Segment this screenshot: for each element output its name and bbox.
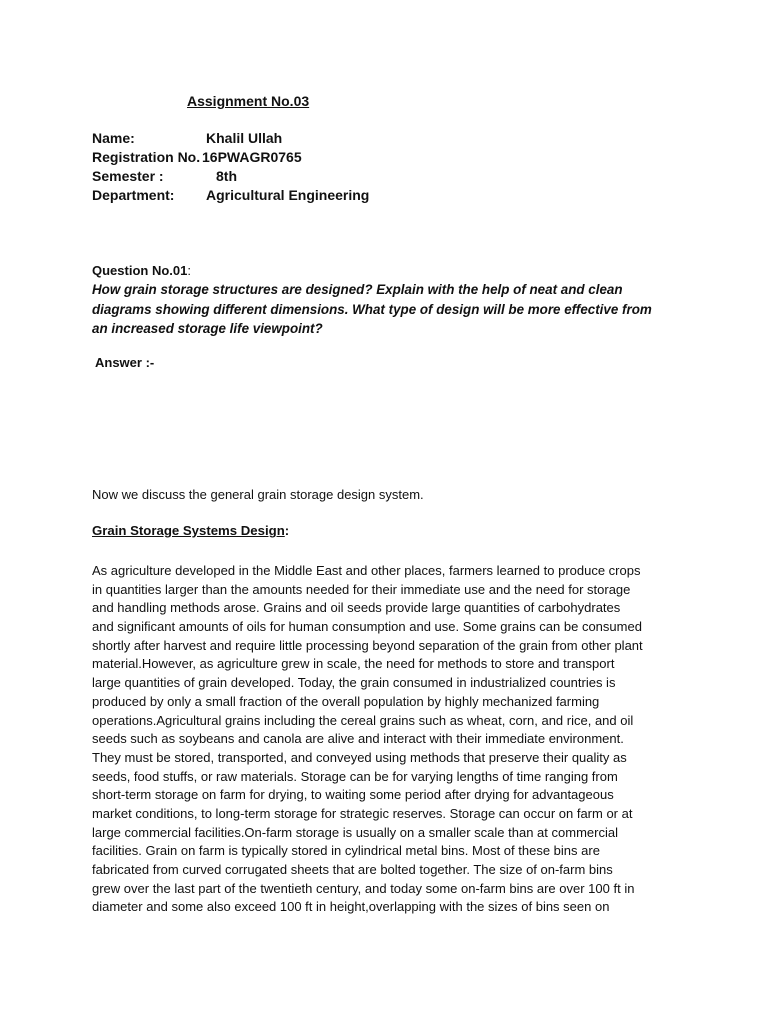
paragraph-line: operations.Agricultural grains including the cereal grains such as wheat, corn, and rice, and oil (92, 712, 634, 728)
department-label: Department: (92, 187, 175, 203)
section-heading: Grain Storage Systems Design: (92, 523, 290, 538)
paragraph-line: diameter and some also exceed 100 ft in height,overlapping with the sizes of bins seen on (92, 899, 610, 915)
semester-row (92, 167, 492, 186)
intro-text: Now we discuss the general grain storage design system. (92, 487, 424, 502)
paragraph-line: seeds, food stuffs, or raw materials. Storage can be for varying lengths of time ranging from (92, 768, 618, 784)
paragraph-line: As agriculture developed in the Middle East and other places, farmers learned to produce crops (92, 563, 641, 578)
question-line: How grain storage structures are designed? Explain with the help of neat and clean (92, 282, 623, 297)
registration-value: 16PWAGR0765 (202, 149, 302, 165)
semester-label: Semester : (92, 168, 164, 184)
paragraph-line: market conditions, to long-term storage for strategic reserves. Storage can occur on farm or at (92, 805, 633, 821)
paragraph-line: grew over the last part of the twentieth century, and today some on-farm bins are over 100 ft in (92, 880, 635, 896)
paragraph-line: large commercial facilities.On-farm storage is usually on a smaller scale than at commercial (92, 824, 618, 840)
body-paragraph (92, 562, 692, 917)
paragraph-line: They must be stored, transported, and conveyed using methods that preserve their quality as (92, 749, 627, 765)
paragraph-line: short-term storage on farm for drying, to waiting some period after drying for advantageous (92, 787, 614, 803)
registration-label: Registration No. (92, 149, 201, 165)
paragraph-line: in quantities larger than the amounts needed for their immediate use and the need for storage (92, 581, 631, 597)
student-name-row (92, 129, 492, 148)
paragraph-line: and handling methods arose. Grains and oil seeds provide large quantities of carbohydrates (92, 600, 621, 616)
paragraph-line: seeds such as soybeans and canola are alive and interact with their immediate environment. (92, 731, 624, 747)
paragraph-line: large quantities of grain developed. Today, the grain consumed in industrialized countries is (92, 675, 616, 691)
question-line: diagrams showing different dimensions. What type of design will be more effective from (92, 301, 652, 317)
name-value: Khalil Ullah (206, 130, 283, 146)
registration-row (92, 148, 492, 167)
semester-value: 8th (216, 168, 237, 184)
question-line: an increased storage life viewpoint? (92, 321, 323, 336)
department-row (92, 186, 492, 205)
assignment-title: Assignment No.03 (187, 93, 310, 109)
answer-label: Answer :- (95, 355, 155, 370)
paragraph-line: facilities. Grain on farm is typically stored in cylindrical metal bins. Most of these bins are (92, 843, 600, 859)
paragraph-line: produced by only a small fraction of the overall population by highly mechanized farming (92, 693, 600, 709)
question-text (92, 280, 692, 339)
name-label: Name: (92, 130, 135, 146)
question-label: Question No.01: (92, 263, 191, 278)
paragraph-line: and significant amounts of oils for human consumption and use. Some grains can be consumed (92, 619, 642, 635)
department-value: Agricultural Engineering (206, 187, 370, 203)
paragraph-line: fabricated from curved corrugated sheets that are bolted together. The size of on-farm bins (92, 862, 613, 877)
paragraph-line: material.However, as agriculture grew in scale, the need for methods to store and transport (92, 656, 615, 672)
paragraph-line: shortly after harvest and require little processing beyond separation of the grain from other plant (92, 637, 643, 653)
